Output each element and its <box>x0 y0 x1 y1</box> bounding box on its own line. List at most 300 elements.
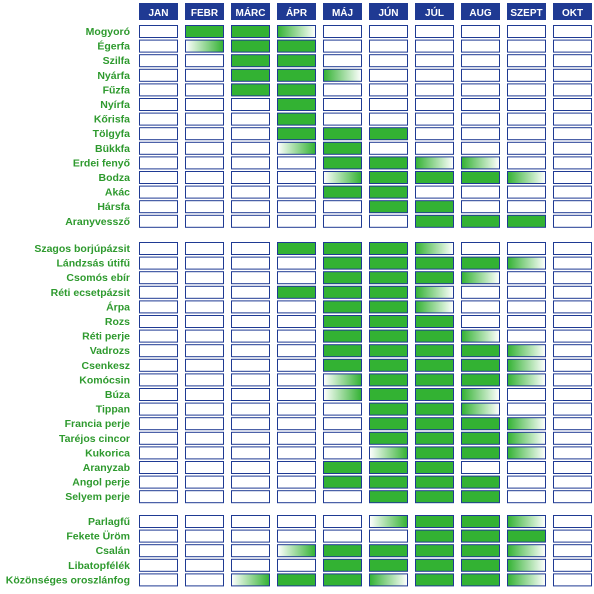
bloom-cell <box>554 491 592 503</box>
bloom-cell <box>462 69 500 81</box>
bloom-cell <box>370 186 408 198</box>
bloom-cell <box>324 243 362 255</box>
row-label: Tölgyfa <box>92 128 130 141</box>
bloom-cell <box>324 491 362 503</box>
month-label: MÁJ <box>331 8 354 19</box>
bloom-cell <box>416 389 454 401</box>
bloom-cell <box>554 128 592 140</box>
bloom-cell <box>416 316 454 328</box>
bloom-cell <box>278 186 316 198</box>
bloom-cell <box>370 530 408 542</box>
bloom-cell <box>370 55 408 67</box>
bloom-cell <box>324 186 362 198</box>
bloom-cell <box>462 330 500 342</box>
bloom-cell <box>416 559 454 571</box>
bloom-cell <box>554 55 592 67</box>
bloom-cell <box>462 301 500 313</box>
row-label: Aranyzab <box>82 462 130 474</box>
bloom-cell <box>554 40 592 52</box>
bloom-cell <box>508 201 546 213</box>
bloom-cell <box>416 142 454 154</box>
bloom-cell <box>232 316 270 328</box>
row-label: Bükkfa <box>94 142 130 155</box>
bloom-cell <box>462 243 500 255</box>
bloom-cell <box>370 157 408 169</box>
bloom-cell <box>278 128 316 140</box>
bloom-cell <box>186 113 224 125</box>
bloom-cell <box>278 389 316 401</box>
bloom-cell <box>554 257 592 269</box>
bloom-cell <box>232 530 270 542</box>
bloom-cell <box>324 99 362 111</box>
bloom-cell <box>140 26 178 38</box>
row-label: Csalán <box>95 545 130 558</box>
bloom-cell <box>186 201 224 213</box>
bloom-cell <box>370 403 408 415</box>
row-label: Árpa <box>106 301 130 314</box>
bloom-cell <box>462 516 500 528</box>
row-label: Mogyoró <box>85 26 130 38</box>
bloom-cell <box>508 530 546 542</box>
bloom-cell <box>554 516 592 528</box>
bloom-cell <box>370 128 408 140</box>
bloom-cell <box>554 142 592 154</box>
bloom-cell <box>140 113 178 125</box>
bloom-cell <box>416 257 454 269</box>
bloom-cell <box>508 69 546 81</box>
bloom-cell <box>278 142 316 154</box>
bloom-cell <box>186 462 224 474</box>
bloom-cell <box>508 243 546 255</box>
bloom-cell <box>416 345 454 357</box>
bloom-cell <box>278 84 316 96</box>
bloom-cell <box>416 286 454 298</box>
bloom-cell <box>140 301 178 313</box>
bloom-cell <box>186 447 224 459</box>
bloom-cell <box>508 301 546 313</box>
bloom-cell <box>140 186 178 198</box>
bloom-cell <box>324 201 362 213</box>
bloom-cell <box>140 157 178 169</box>
bloom-cell <box>554 447 592 459</box>
bloom-cell <box>278 345 316 357</box>
bloom-cell <box>140 40 178 52</box>
bloom-cell <box>278 545 316 557</box>
bloom-cell <box>186 301 224 313</box>
row-label: Bodza <box>98 172 130 184</box>
bloom-cell <box>324 530 362 542</box>
bloom-cell <box>278 559 316 571</box>
bloom-cell <box>186 418 224 430</box>
month-label: AUG <box>469 8 492 19</box>
bloom-cell <box>186 559 224 571</box>
bloom-cell <box>554 359 592 371</box>
bloom-cell <box>462 418 500 430</box>
bloom-cell <box>416 201 454 213</box>
bloom-cell <box>140 530 178 542</box>
bloom-cell <box>324 84 362 96</box>
bloom-cell <box>140 128 178 140</box>
bloom-cell <box>554 462 592 474</box>
bloom-cell <box>416 476 454 488</box>
row-label: Rozs <box>104 316 130 328</box>
bloom-cell <box>416 272 454 284</box>
bloom-cell <box>462 559 500 571</box>
bloom-cell <box>140 374 178 386</box>
bloom-cell <box>278 286 316 298</box>
bloom-cell <box>462 157 500 169</box>
bloom-cell <box>462 142 500 154</box>
bloom-cell <box>324 462 362 474</box>
bloom-cell <box>278 157 316 169</box>
bloom-cell <box>232 286 270 298</box>
bloom-cell <box>278 403 316 415</box>
bloom-cell <box>186 55 224 67</box>
bloom-cell <box>232 257 270 269</box>
bloom-cell <box>232 55 270 67</box>
bloom-cell <box>416 418 454 430</box>
bloom-cell <box>370 272 408 284</box>
month-label: MÁRC <box>235 8 266 19</box>
bloom-cell <box>554 476 592 488</box>
row-label: Közönséges oroszlánfog <box>5 574 130 587</box>
bloom-cell <box>324 418 362 430</box>
bloom-cell <box>462 359 500 371</box>
bloom-cell <box>140 243 178 255</box>
bloom-cell <box>140 201 178 213</box>
bloom-cell <box>186 389 224 401</box>
row-label: Akác <box>104 186 130 199</box>
bloom-cell <box>324 403 362 415</box>
bloom-cell <box>278 574 316 586</box>
bloom-cell <box>232 157 270 169</box>
bloom-cell <box>508 462 546 474</box>
bloom-cell <box>232 172 270 184</box>
bloom-cell <box>232 491 270 503</box>
row-label: Réti perje <box>82 330 130 343</box>
row-label: Csomós ebír <box>66 272 130 285</box>
bloom-cell <box>232 272 270 284</box>
bloom-cell <box>370 257 408 269</box>
bloom-cell <box>140 359 178 371</box>
bloom-cell <box>554 418 592 430</box>
bloom-cell <box>370 330 408 342</box>
bloom-cell <box>508 286 546 298</box>
row-label: Búza <box>104 389 130 401</box>
bloom-cell <box>186 403 224 415</box>
bloom-cell <box>278 55 316 67</box>
bloom-cell <box>370 40 408 52</box>
bloom-cell <box>508 559 546 571</box>
bloom-cell <box>462 374 500 386</box>
bloom-cell <box>186 286 224 298</box>
bloom-cell <box>554 316 592 328</box>
bloom-cell <box>186 359 224 371</box>
bloom-cell <box>416 447 454 459</box>
bloom-cell <box>370 26 408 38</box>
bloom-cell <box>508 330 546 342</box>
bloom-cell <box>140 491 178 503</box>
bloom-cell <box>508 491 546 503</box>
bloom-cell <box>554 215 592 227</box>
bloom-cell <box>462 84 500 96</box>
bloom-cell <box>324 389 362 401</box>
bloom-cell <box>278 40 316 52</box>
bloom-cell <box>232 559 270 571</box>
bloom-cell <box>278 462 316 474</box>
bloom-cell <box>554 99 592 111</box>
bloom-cell <box>508 345 546 357</box>
bloom-cell <box>278 491 316 503</box>
bloom-cell <box>140 389 178 401</box>
bloom-cell <box>416 374 454 386</box>
bloom-cell <box>186 215 224 227</box>
bloom-cell <box>278 359 316 371</box>
bloom-cell <box>186 574 224 586</box>
bloom-cell <box>462 113 500 125</box>
row-label: Réti ecsetpázsit <box>50 286 130 299</box>
bloom-cell <box>324 432 362 444</box>
bloom-cell <box>140 172 178 184</box>
bloom-cell <box>232 574 270 586</box>
bloom-cell <box>416 215 454 227</box>
bloom-cell <box>554 243 592 255</box>
bloom-cell <box>508 418 546 430</box>
bloom-cell <box>370 389 408 401</box>
bloom-cell <box>554 201 592 213</box>
bloom-cell <box>140 272 178 284</box>
bloom-cell <box>462 26 500 38</box>
bloom-cell <box>186 172 224 184</box>
bloom-cell <box>370 432 408 444</box>
bloom-cell <box>370 418 408 430</box>
bloom-cell <box>324 128 362 140</box>
bloom-cell <box>324 215 362 227</box>
month-label: JÚN <box>378 8 399 19</box>
bloom-cell <box>324 345 362 357</box>
bloom-cell <box>462 403 500 415</box>
bloom-cell <box>186 99 224 111</box>
bloom-cell <box>508 84 546 96</box>
bloom-cell <box>186 84 224 96</box>
bloom-cell <box>370 215 408 227</box>
bloom-cell <box>186 157 224 169</box>
bloom-cell <box>232 113 270 125</box>
bloom-cell <box>370 243 408 255</box>
bloom-cell <box>370 374 408 386</box>
bloom-cell <box>416 491 454 503</box>
bloom-cell <box>370 113 408 125</box>
bloom-cell <box>324 447 362 459</box>
bloom-cell <box>186 142 224 154</box>
month-label: JÚL <box>425 8 444 19</box>
bloom-cell <box>416 84 454 96</box>
row-label: Fekete Üröm <box>66 530 130 543</box>
row-label: Vadrozs <box>89 345 130 358</box>
bloom-cell <box>416 432 454 444</box>
bloom-cell <box>278 243 316 255</box>
bloom-cell <box>370 286 408 298</box>
bloom-cell <box>462 257 500 269</box>
bloom-cell <box>508 432 546 444</box>
bloom-cell <box>324 316 362 328</box>
bloom-cell <box>324 172 362 184</box>
bloom-cell <box>508 374 546 386</box>
bloom-cell <box>462 128 500 140</box>
bloom-cell <box>186 272 224 284</box>
bloom-cell <box>278 272 316 284</box>
bloom-cell <box>232 99 270 111</box>
bloom-cell <box>140 215 178 227</box>
bloom-cell <box>140 55 178 67</box>
bloom-cell <box>508 113 546 125</box>
bloom-cell <box>324 476 362 488</box>
bloom-cell <box>416 157 454 169</box>
bloom-cell <box>508 186 546 198</box>
bloom-cell <box>370 462 408 474</box>
row-label: Hársfa <box>97 201 130 214</box>
bloom-cell <box>278 418 316 430</box>
bloom-cell <box>508 516 546 528</box>
bloom-cell <box>278 113 316 125</box>
bloom-cell <box>324 257 362 269</box>
bloom-cell <box>370 316 408 328</box>
bloom-cell <box>186 374 224 386</box>
bloom-cell <box>462 172 500 184</box>
bloom-cell <box>324 69 362 81</box>
bloom-cell <box>370 345 408 357</box>
bloom-cell <box>416 574 454 586</box>
bloom-cell <box>370 201 408 213</box>
bloom-cell <box>232 462 270 474</box>
bloom-cell <box>554 545 592 557</box>
bloom-cell <box>232 374 270 386</box>
bloom-cell <box>416 128 454 140</box>
bloom-cell <box>278 301 316 313</box>
bloom-cell <box>278 172 316 184</box>
bloom-cell <box>232 403 270 415</box>
bloom-cell <box>462 491 500 503</box>
bloom-cell <box>140 84 178 96</box>
bloom-cell <box>416 243 454 255</box>
bloom-cell <box>232 186 270 198</box>
bloom-grid <box>140 26 592 586</box>
bloom-cell <box>416 186 454 198</box>
bloom-cell <box>140 545 178 557</box>
bloom-cell <box>232 142 270 154</box>
bloom-cell <box>278 516 316 528</box>
bloom-cell <box>278 530 316 542</box>
bloom-cell <box>370 447 408 459</box>
bloom-cell <box>462 55 500 67</box>
bloom-cell <box>278 316 316 328</box>
bloom-cell <box>324 301 362 313</box>
bloom-cell <box>508 316 546 328</box>
bloom-cell <box>462 530 500 542</box>
bloom-cell <box>370 172 408 184</box>
bloom-cell <box>416 40 454 52</box>
bloom-cell <box>462 389 500 401</box>
bloom-cell <box>232 345 270 357</box>
bloom-cell <box>232 418 270 430</box>
row-label: Csenkesz <box>81 359 130 372</box>
bloom-cell <box>508 476 546 488</box>
bloom-cell <box>186 345 224 357</box>
row-label: Francia perje <box>64 418 130 431</box>
bloom-cell <box>416 359 454 371</box>
bloom-cell <box>462 272 500 284</box>
bloom-cell <box>554 374 592 386</box>
bloom-cell <box>140 574 178 586</box>
bloom-cell <box>278 26 316 38</box>
bloom-cell <box>232 359 270 371</box>
bloom-cell <box>508 26 546 38</box>
bloom-cell <box>508 447 546 459</box>
bloom-cell <box>416 69 454 81</box>
bloom-cell <box>324 559 362 571</box>
bloom-cell <box>370 545 408 557</box>
row-label: Erdei fenyő <box>72 157 130 170</box>
month-header <box>139 3 592 20</box>
bloom-cell <box>462 432 500 444</box>
bloom-cell <box>186 186 224 198</box>
bloom-cell <box>370 559 408 571</box>
bloom-cell <box>324 374 362 386</box>
bloom-cell <box>324 113 362 125</box>
bloom-cell <box>508 128 546 140</box>
bloom-cell <box>462 462 500 474</box>
bloom-cell <box>186 26 224 38</box>
row-label: Szilfa <box>102 55 130 68</box>
bloom-cell <box>370 301 408 313</box>
bloom-cell <box>140 142 178 154</box>
month-label: OKT <box>561 8 584 19</box>
bloom-cell <box>554 84 592 96</box>
bloom-cell <box>324 359 362 371</box>
bloom-cell <box>554 186 592 198</box>
bloom-cell <box>508 157 546 169</box>
bloom-cell <box>462 40 500 52</box>
bloom-cell <box>370 476 408 488</box>
bloom-cell <box>370 574 408 586</box>
row-labels <box>6 26 131 586</box>
row-label: Nyárfa <box>97 69 130 82</box>
bloom-cell <box>554 403 592 415</box>
bloom-cell <box>554 272 592 284</box>
bloom-cell <box>232 432 270 444</box>
bloom-cell <box>140 345 178 357</box>
bloom-cell <box>554 301 592 313</box>
bloom-cell <box>370 99 408 111</box>
bloom-cell <box>232 447 270 459</box>
bloom-cell <box>278 374 316 386</box>
bloom-cell <box>140 516 178 528</box>
bloom-cell <box>232 128 270 140</box>
bloom-cell <box>370 69 408 81</box>
bloom-cell <box>186 516 224 528</box>
bloom-cell <box>554 574 592 586</box>
bloom-cell <box>416 403 454 415</box>
bloom-cell <box>140 447 178 459</box>
bloom-cell <box>324 55 362 67</box>
bloom-cell <box>278 69 316 81</box>
bloom-cell <box>232 301 270 313</box>
bloom-cell <box>324 26 362 38</box>
bloom-cell <box>186 257 224 269</box>
bloom-cell <box>278 215 316 227</box>
bloom-cell <box>462 574 500 586</box>
row-label: Angol perje <box>72 476 130 489</box>
